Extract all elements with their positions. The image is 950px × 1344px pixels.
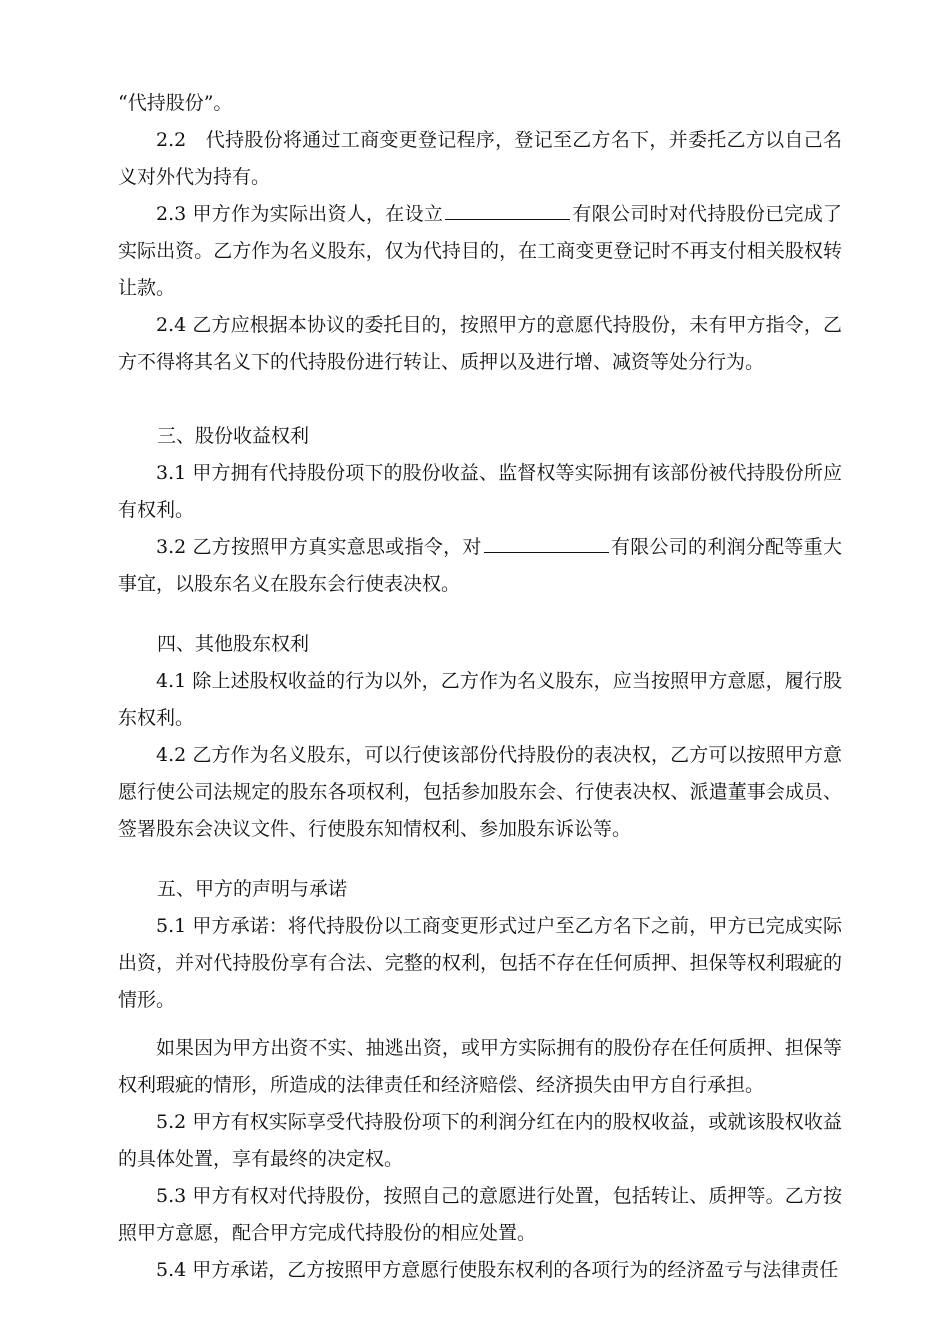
paragraph-3-2 (118, 529, 842, 603)
company-name-blank (445, 218, 570, 220)
section-heading-3: 三、股份收益权利 (157, 425, 310, 447)
paragraph-5-1-note: 如果因为甲方出资不实、抽逃出资，或甲方实际拥有的股份存在任何质押、担保等权利瑕疵的情形，所造成的法律责任和经济赔偿、经济损失由甲方自行承担。 (118, 1037, 842, 1096)
paragraph-3-1: 3.1 甲方拥有代持股份项下的股份收益、监督权等实际拥有该部份被代持股份所应有权利。 (118, 462, 842, 521)
paragraph-3-2-after: 有限公司的利润分配等重大事宜，以股东名义在股东会行使表决权。 (118, 536, 842, 595)
paragraph-5-1: 5.1 甲方承诺：将代持股份以工商变更形式过户至乙方名下之前，甲方已完成实际出资，并对代持股份享有合法、完整的权利，包括不存在任何质押、担保等权利瑕疵的情形。 (118, 915, 842, 1011)
paragraph-open-quote: “代持股份”。 (118, 92, 233, 114)
paragraph-2-2: 2.2 代持股份将通过工商变更登记程序，登记至乙方名下，并委托乙方以自己名义对外代为持有。 (118, 129, 842, 188)
paragraph-5-2: 5.2 甲方有权实际享受代持股份项下的利润分红在内的股权收益，或就该股权收益的具体处置，享有最终的决定权。 (118, 1111, 842, 1170)
paragraph-3-2-before: 3.2 乙方按照甲方真实意思或指令，对 (156, 536, 482, 558)
paragraph-4-1: 4.1 除上述股权收益的行为以外，乙方作为名义股东，应当按照甲方意愿，履行股东权利。 (118, 670, 842, 729)
paragraph-4-2: 4.2 乙方作为名义股东，可以行使该部份代持股份的表决权，乙方可以按照甲方意愿行使公司法规定的股东各项权利，包括参加股东会、行使表决权、派遣董事会成员、签署股东会决议文件、行使股东知情权利、参加股东诉讼等。 (118, 744, 842, 840)
paragraph-2-3-after: 有限公司时对代持股份已完成了实际出资。乙方作为名义股东，仅为代持目的，在工商变更登记时不再支付相关股权转让款。 (118, 203, 842, 299)
company-name-blank (484, 551, 609, 553)
section-heading-4: 四、其他股东权利 (157, 633, 310, 655)
section-heading-5: 五、甲方的声明与承诺 (157, 878, 348, 900)
paragraph-2-4: 2.4 乙方应根据本协议的委托目的，按照甲方的意愿代持股份，未有甲方指令，乙方不得将其名义下的代持股份进行转让、质押以及进行增、减资等处分行为。 (118, 314, 842, 373)
paragraph-5-3: 5.3 甲方有权对代持股份，按照自己的意愿进行处置，包括转让、质押等。乙方按照甲方意愿，配合甲方完成代持股份的相应处置。 (118, 1185, 842, 1244)
paragraph-2-3 (118, 196, 842, 307)
paragraph-2-3-before: 2.3 甲方作为实际出资人，在设立 (156, 203, 444, 225)
paragraph-5-4: 5.4 甲方承诺，乙方按照甲方意愿行使股东权利的各项行为的经济盈亏与法律责任 (156, 1259, 839, 1281)
